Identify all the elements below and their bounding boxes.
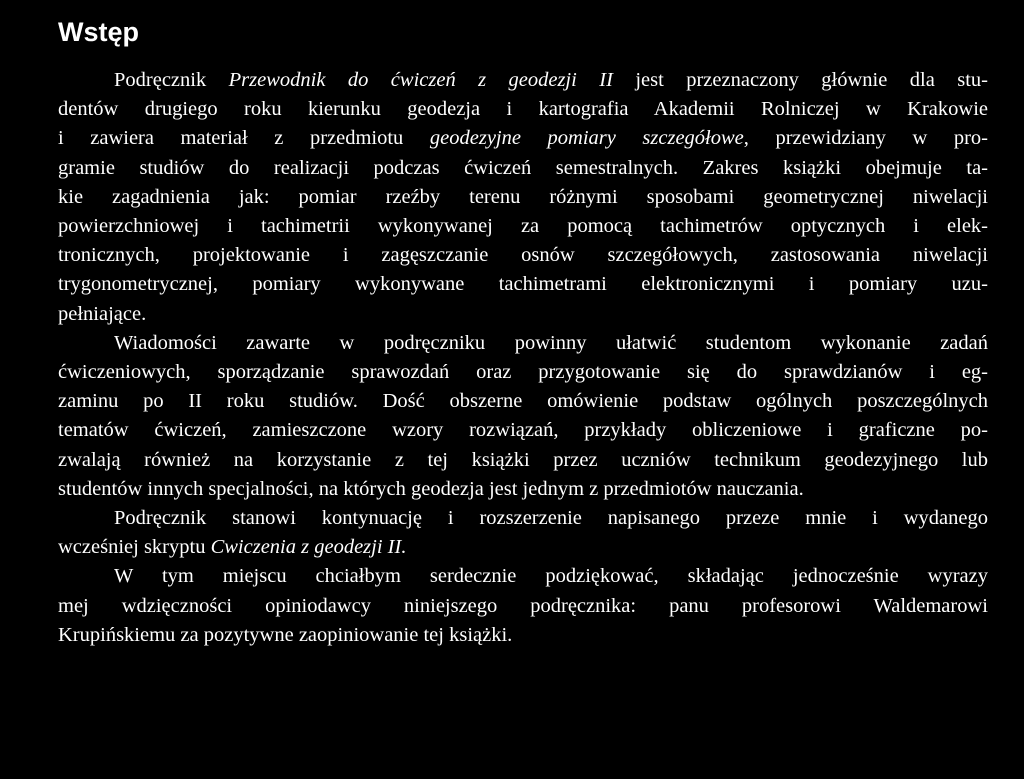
- text-line: [58, 387, 988, 416]
- text-run: Krupińskiemu za pozytywne zaopiniowanie tej książki.: [58, 623, 513, 646]
- text-run: dentów drugiego roku kierunku geodezja i kartografia Akademii Rolniczej w Krakowie: [58, 98, 988, 121]
- text-line: [58, 66, 988, 95]
- text-run: zaminu po II roku studiów. Dość obszerne omówienie podstaw ogólnych poszczególnych: [58, 390, 988, 413]
- text-line: [58, 504, 988, 533]
- text-line: [58, 358, 988, 387]
- text-run: studentów innych specjalności, na których geodezja jest jednym z przedmiotów nauczania.: [58, 477, 804, 500]
- text-run: powierzchniowej i tachimetrii wykonywanej za pomocą tachimetrów optycznych i elek-: [58, 215, 988, 238]
- text-run: jest przeznaczony głównie dla stu-: [612, 69, 988, 91]
- text-line: [58, 533, 988, 562]
- italic-text-run: Przewodnik do ćwiczeń z geodezji II: [228, 69, 613, 91]
- text-line: [58, 300, 988, 329]
- text-line: [58, 329, 988, 358]
- text-line: [58, 154, 988, 183]
- text-line: [58, 212, 988, 241]
- text-run: tronicznych, projektowanie i zagęszczanie osnów szczegółowych, zastosowania niwelacji: [58, 244, 988, 267]
- text-run: tematów ćwiczeń, zamieszczone wzory rozwiązań, przykłady obliczeniowe i graficzne po-: [58, 419, 988, 442]
- text-line: [58, 475, 988, 504]
- text-run: kie zagadnienia jak: pomiar rzeźby terenu różnymi sposobami geometrycznej niwelacji: [58, 185, 988, 208]
- text-run: ćwiczeniowych, sporządzanie sprawozdań oraz przygotowanie się do sprawdzianów i eg-: [58, 361, 988, 384]
- text-run: gramie studiów do realizacji podczas ćwiczeń semestralnych. Zakres książki obejmuje ta-: [58, 156, 988, 179]
- text-run: trygonometrycznej, pomiary wykonywane tachimetrami elektronicznymi i pomiary uzu-: [58, 273, 988, 296]
- text-line: [58, 592, 988, 621]
- text-line: [58, 183, 988, 212]
- text-run: i zawiera materiał z przedmiotu: [58, 127, 430, 150]
- text-line: [58, 270, 988, 299]
- text-line: [58, 416, 988, 445]
- italic-text-run: geodezyjne pomiary szczegółowe: [429, 127, 744, 150]
- text-run: , przewidziany w pro-: [743, 127, 988, 150]
- text-run: W tym miejscu chciałbym serdecznie podziękować, składając jednocześnie wyrazy: [114, 565, 988, 588]
- italic-text-run: Cwiczenia z geodezji II.: [210, 536, 407, 559]
- text-run: Podręcznik stanowi kontynuację i rozszerzenie napisanego przeze mnie i wydanego: [114, 507, 988, 530]
- text-run: zwalają również na korzystanie z tej książki przez uczniów technikum geodezyjnego lub: [58, 448, 988, 471]
- text-run: Wiadomości zawarte w podręczniku powinny ułatwić studentom wykonanie zadań: [114, 331, 988, 354]
- text-run: mej wdzięczności opiniodawcy niniejszego podręcznika: panu profesorowi Waldemarowi: [58, 594, 988, 617]
- text-line: [58, 446, 988, 475]
- text-line: [58, 621, 988, 650]
- text-line: [58, 95, 988, 124]
- text-line: [58, 562, 988, 591]
- text-run: pełniające.: [58, 302, 147, 325]
- text-line: [58, 241, 988, 270]
- text-run: wcześniej skryptu: [58, 536, 211, 559]
- text-line: [58, 124, 988, 153]
- section-heading: Wstęp: [58, 17, 139, 47]
- text-run: Podręcznik: [114, 69, 229, 91]
- body-text: [58, 66, 988, 650]
